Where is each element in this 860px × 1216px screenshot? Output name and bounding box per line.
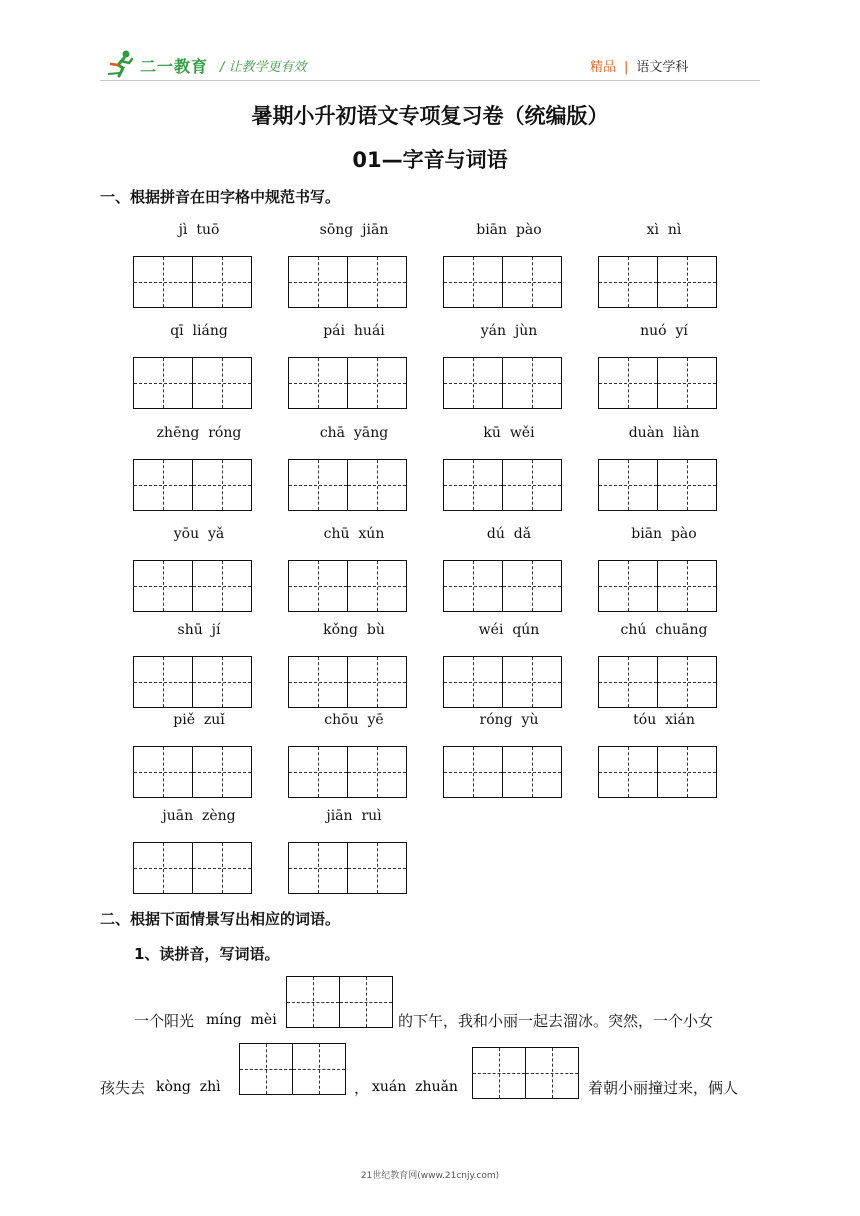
tianzige-cell[interactable] bbox=[288, 357, 348, 409]
tianzige-cell[interactable] bbox=[286, 976, 340, 1028]
tianzige-cell[interactable] bbox=[598, 560, 658, 612]
tianzige-cell[interactable] bbox=[288, 656, 348, 708]
tianzige-box[interactable] bbox=[443, 256, 562, 308]
tianzige-cell[interactable] bbox=[503, 256, 562, 308]
line2-comma: ， bbox=[354, 1079, 370, 1097]
line1-prefix: 一个阳光 bbox=[134, 1012, 195, 1030]
pinyin-label: chā yāng bbox=[319, 425, 389, 441]
section2-heading: 二、根据下面情景写出相应的词语。 bbox=[100, 910, 341, 928]
tianzige-cell[interactable] bbox=[503, 656, 562, 708]
tianzige-cell[interactable] bbox=[193, 357, 252, 409]
tianzige-cell[interactable] bbox=[472, 1047, 526, 1099]
tianzige-cell[interactable] bbox=[348, 459, 407, 511]
tianzige-box[interactable] bbox=[288, 560, 407, 612]
tianzige-cell[interactable] bbox=[193, 842, 252, 894]
pinyin-label: chū xún bbox=[323, 526, 385, 542]
pinyin-label: jì tuō bbox=[178, 222, 220, 238]
pinyin-label: wéi qún bbox=[478, 622, 540, 638]
tianzige-cell[interactable] bbox=[133, 842, 193, 894]
tianzige-box[interactable] bbox=[288, 842, 407, 894]
line2-pinyin2: xuán zhuǎn bbox=[372, 1079, 458, 1095]
section1-heading: 一、根据拼音在田字格中规范书写。 bbox=[100, 188, 341, 206]
quality-label: 精品 bbox=[590, 60, 617, 75]
tianzige-cell[interactable] bbox=[503, 560, 562, 612]
pinyin-label: kǒng bù bbox=[323, 622, 385, 638]
tianzige-box[interactable] bbox=[598, 256, 717, 308]
tianzige-cell[interactable] bbox=[193, 459, 252, 511]
write-box-xuanzhuan[interactable] bbox=[472, 1047, 579, 1099]
tianzige-cell[interactable] bbox=[288, 256, 348, 308]
tianzige-box[interactable] bbox=[133, 256, 252, 308]
pinyin-label: qī liáng bbox=[170, 323, 228, 339]
line2-pinyin: kòng zhì bbox=[156, 1079, 221, 1095]
pinyin-label: duàn liàn bbox=[628, 425, 700, 441]
tianzige-cell[interactable] bbox=[443, 560, 503, 612]
page-footer: 21世纪教育网(www.21cnjy.com) bbox=[360, 1171, 500, 1181]
tianzige-cell[interactable] bbox=[443, 459, 503, 511]
tianzige-cell[interactable] bbox=[443, 256, 503, 308]
tianzige-cell[interactable] bbox=[503, 357, 562, 409]
tianzige-box[interactable] bbox=[443, 560, 562, 612]
tianzige-cell[interactable] bbox=[288, 746, 348, 798]
tianzige-box[interactable] bbox=[288, 656, 407, 708]
tianzige-box[interactable] bbox=[288, 746, 407, 798]
tianzige-cell[interactable] bbox=[503, 459, 562, 511]
section2-subheading: 1、读拼音，写词语。 bbox=[134, 945, 280, 963]
tianzige-cell[interactable] bbox=[443, 357, 503, 409]
tianzige-cell[interactable] bbox=[348, 746, 407, 798]
tianzige-cell[interactable] bbox=[133, 746, 193, 798]
tianzige-cell[interactable] bbox=[658, 256, 717, 308]
tianzige-cell[interactable] bbox=[526, 1047, 579, 1099]
line2-suffix: 着朝小丽撞过来，俩人 bbox=[588, 1079, 739, 1097]
tianzige-box[interactable] bbox=[443, 746, 562, 798]
tianzige-cell[interactable] bbox=[598, 656, 658, 708]
tianzige-cell[interactable] bbox=[598, 256, 658, 308]
tianzige-box[interactable] bbox=[133, 746, 252, 798]
tianzige-cell[interactable] bbox=[348, 842, 407, 894]
tianzige-cell[interactable] bbox=[658, 656, 717, 708]
page-header bbox=[0, 0, 860, 90]
tianzige-cell[interactable] bbox=[133, 656, 193, 708]
line2-prefix: 孩失去 bbox=[100, 1079, 146, 1097]
subject-label: 语文学科 bbox=[636, 60, 689, 75]
tianzige-box[interactable] bbox=[133, 842, 252, 894]
tianzige-cell[interactable] bbox=[293, 1043, 346, 1095]
tianzige-box[interactable] bbox=[598, 459, 717, 511]
pinyin-label: róng yù bbox=[479, 712, 539, 728]
pinyin-label: biān pào bbox=[631, 526, 697, 542]
tianzige-cell[interactable] bbox=[348, 256, 407, 308]
line1-suffix: 的下午，我和小丽一起去溜冰。突然，一个小女 bbox=[398, 1012, 714, 1030]
pinyin-label: kū wěi bbox=[483, 425, 535, 441]
pinyin-label: biān pào bbox=[476, 222, 542, 238]
tianzige-cell[interactable] bbox=[239, 1043, 293, 1095]
logo-text: 二一教育 bbox=[140, 57, 209, 76]
tianzige-box[interactable] bbox=[288, 256, 407, 308]
tianzige-box[interactable] bbox=[598, 560, 717, 612]
pinyin-label: sōng jiān bbox=[319, 222, 389, 238]
pinyin-label: yōu yǎ bbox=[173, 526, 225, 542]
tianzige-cell[interactable] bbox=[193, 256, 252, 308]
tianzige-box[interactable] bbox=[598, 746, 717, 798]
tianzige-cell[interactable] bbox=[133, 459, 193, 511]
pinyin-label: chú chuāng bbox=[620, 622, 708, 638]
header-right bbox=[590, 56, 688, 75]
tianzige-cell[interactable] bbox=[193, 746, 252, 798]
tianzige-cell[interactable] bbox=[340, 976, 393, 1028]
tianzige-box[interactable] bbox=[133, 656, 252, 708]
tianzige-cell[interactable] bbox=[443, 656, 503, 708]
pinyin-label: tóu xián bbox=[633, 712, 695, 728]
write-box-kongzhi[interactable] bbox=[239, 1043, 346, 1095]
tianzige-box[interactable] bbox=[288, 459, 407, 511]
tianzige-cell[interactable] bbox=[658, 459, 717, 511]
pinyin-label: jiān ruì bbox=[326, 808, 382, 824]
header-divider bbox=[100, 80, 760, 81]
tianzige-cell[interactable] bbox=[443, 746, 503, 798]
page-title: 暑期小升初语文专项复习卷（统编版） bbox=[251, 104, 609, 128]
tianzige-cell[interactable] bbox=[503, 746, 562, 798]
tianzige-box[interactable] bbox=[133, 459, 252, 511]
pinyin-label: chōu yē bbox=[324, 712, 384, 728]
pinyin-label: juān zèng bbox=[162, 808, 236, 824]
tianzige-cell[interactable] bbox=[288, 459, 348, 511]
tianzige-cell[interactable] bbox=[348, 656, 407, 708]
slogan: / 让教学更有效 bbox=[220, 60, 307, 75]
header-separator: | bbox=[624, 60, 629, 75]
tianzige-cell[interactable] bbox=[658, 560, 717, 612]
tianzige-box[interactable] bbox=[598, 357, 717, 409]
pinyin-label: dú dǎ bbox=[486, 526, 532, 542]
tianzige-box[interactable] bbox=[598, 656, 717, 708]
tianzige-box[interactable] bbox=[443, 357, 562, 409]
pinyin-label: xì nì bbox=[646, 222, 682, 238]
tianzige-cell[interactable] bbox=[288, 560, 348, 612]
pinyin-label: zhēng róng bbox=[156, 425, 242, 441]
pinyin-label: shū jí bbox=[177, 622, 221, 638]
tianzige-cell[interactable] bbox=[288, 842, 348, 894]
runner-logo-icon bbox=[106, 48, 136, 78]
tianzige-box[interactable] bbox=[133, 357, 252, 409]
pinyin-label: nuó yí bbox=[640, 323, 688, 339]
line1-pinyin: míng mèi bbox=[206, 1012, 277, 1028]
tianzige-box[interactable] bbox=[443, 656, 562, 708]
tianzige-cell[interactable] bbox=[598, 357, 658, 409]
tianzige-cell[interactable] bbox=[193, 560, 252, 612]
tianzige-cell[interactable] bbox=[658, 357, 717, 409]
page-subtitle: 01—字音与词语 bbox=[352, 148, 508, 172]
write-box-mingmei[interactable] bbox=[286, 976, 393, 1028]
tianzige-box[interactable] bbox=[133, 560, 252, 612]
tianzige-box[interactable] bbox=[443, 459, 562, 511]
tianzige-cell[interactable] bbox=[598, 746, 658, 798]
pinyin-label: piě zuǐ bbox=[173, 712, 225, 728]
tianzige-cell[interactable] bbox=[193, 656, 252, 708]
pinyin-label: pái huái bbox=[323, 323, 385, 339]
tianzige-box[interactable] bbox=[288, 357, 407, 409]
tianzige-cell[interactable] bbox=[658, 746, 717, 798]
tianzige-cell[interactable] bbox=[598, 459, 658, 511]
pinyin-label: yán jùn bbox=[480, 323, 538, 339]
tianzige-cell[interactable] bbox=[133, 256, 193, 308]
tianzige-cell[interactable] bbox=[348, 560, 407, 612]
tianzige-cell[interactable] bbox=[133, 560, 193, 612]
tianzige-cell[interactable] bbox=[133, 357, 193, 409]
tianzige-cell[interactable] bbox=[348, 357, 407, 409]
